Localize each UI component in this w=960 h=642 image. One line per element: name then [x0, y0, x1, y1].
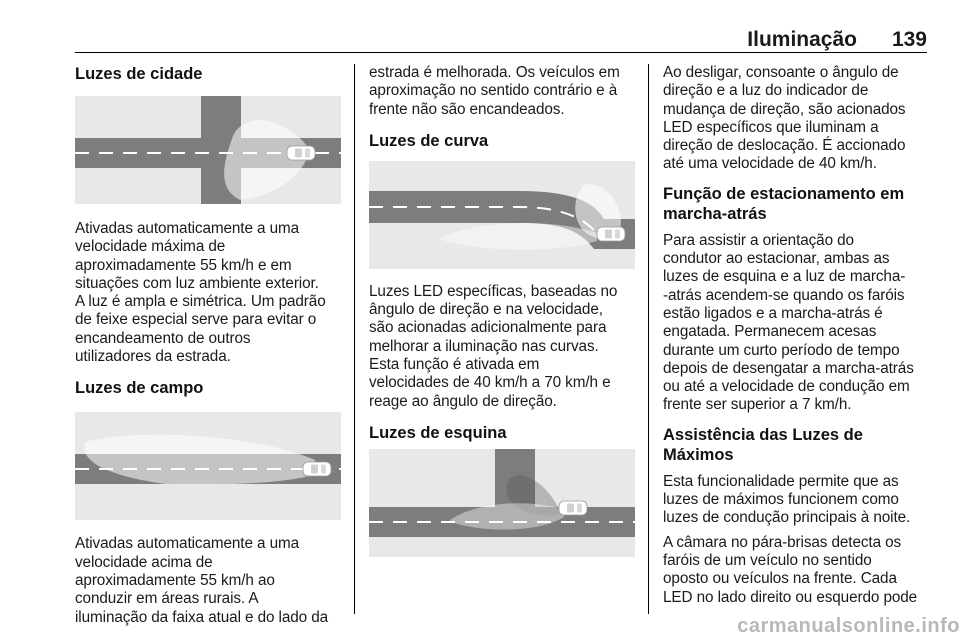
country-lights-text-continued: estrada é melhorada. Os veículos em aproximação no sentido contrário e à frente não são encandeados.: [369, 64, 620, 118]
column-right: [663, 64, 929, 607]
curve-lights-text: Luzes LED específicas, baseadas no ângulo de direção e na velocidade, são acionadas adicionalmente para melhorar a iluminação nas curvas. Esta função é ativada em velocidades de 40 km/h a 70 km/h e reage ao ângulo de direção.: [369, 282, 618, 410]
heading-country-lights: Luzes de campo: [75, 379, 204, 398]
curve-lights-illustration: [369, 161, 635, 269]
heading-city-lights: Luzes de cidade: [75, 65, 203, 83]
column-left: [75, 64, 341, 627]
corner-lights-text: Ao desligar, consoante o ângulo de direção e a luz do indicador de mudança de direção, são acionados LED específicos que iluminam a direção de deslocação. É accionado até uma velocidade de 40 km/h.: [663, 64, 906, 173]
column-middle: [369, 64, 635, 557]
page-header: [75, 28, 927, 53]
corner-lights-illustration: [369, 449, 635, 557]
high-beam-assist-text: Esta funcionalidade permite que as luzes de máximos funcionem como luzes de condução principais à noite.: [663, 472, 911, 527]
heading-corner-lights: Luzes de esquina: [369, 423, 507, 442]
city-lights-text: Ativadas automaticamente a uma velocidade máxima de aproximadamente 55 km/h e em situações com luz ambiente exterior. A luz é ampla e simétrica. Um padrão de feixe especial serve para evitar o encandeamento de outros utilizadores da estrada.: [75, 220, 326, 366]
header-title: Iluminação: [747, 28, 857, 51]
country-lights-illustration: [75, 412, 341, 520]
heading-curve-lights: Luzes de curva: [369, 131, 489, 150]
high-beam-assist-text-2: A câmara no pára-brisas detecta os faróis de um veículo no sentido oposto ou veículos na frente. Cada LED no lado direito ou esquerdo pode: [663, 533, 918, 606]
parking-function-text: Para assistir a orientação do condutor ao estacionar, ambas as luzes de esquina e a luz de marcha- -atrás acendem-se quando os faróis estão ligados e a marcha-atrás é engatada. Permanecem acesas durante um curto período de tempo depois de desengatar a marcha-atrás ou até a velocidade de condução em frente ser superior a 7 km/h.: [663, 231, 914, 414]
heading-parking-function: Função de estacionamento em marcha-atrás: [663, 184, 905, 223]
watermark: carmanualsonline.info: [737, 615, 960, 637]
country-lights-text: Ativadas automaticamente a uma velocidade acima de aproximadamente 55 km/h ao conduzir em áreas rurais. A iluminação da faixa atual e do lado da: [75, 535, 329, 626]
column-divider: [354, 64, 355, 614]
column-divider: [648, 64, 649, 614]
heading-high-beam-assist: Assistência das Luzes de Máximos: [663, 425, 863, 464]
page-number: 139: [891, 28, 927, 51]
city-lights-illustration: [75, 96, 341, 204]
